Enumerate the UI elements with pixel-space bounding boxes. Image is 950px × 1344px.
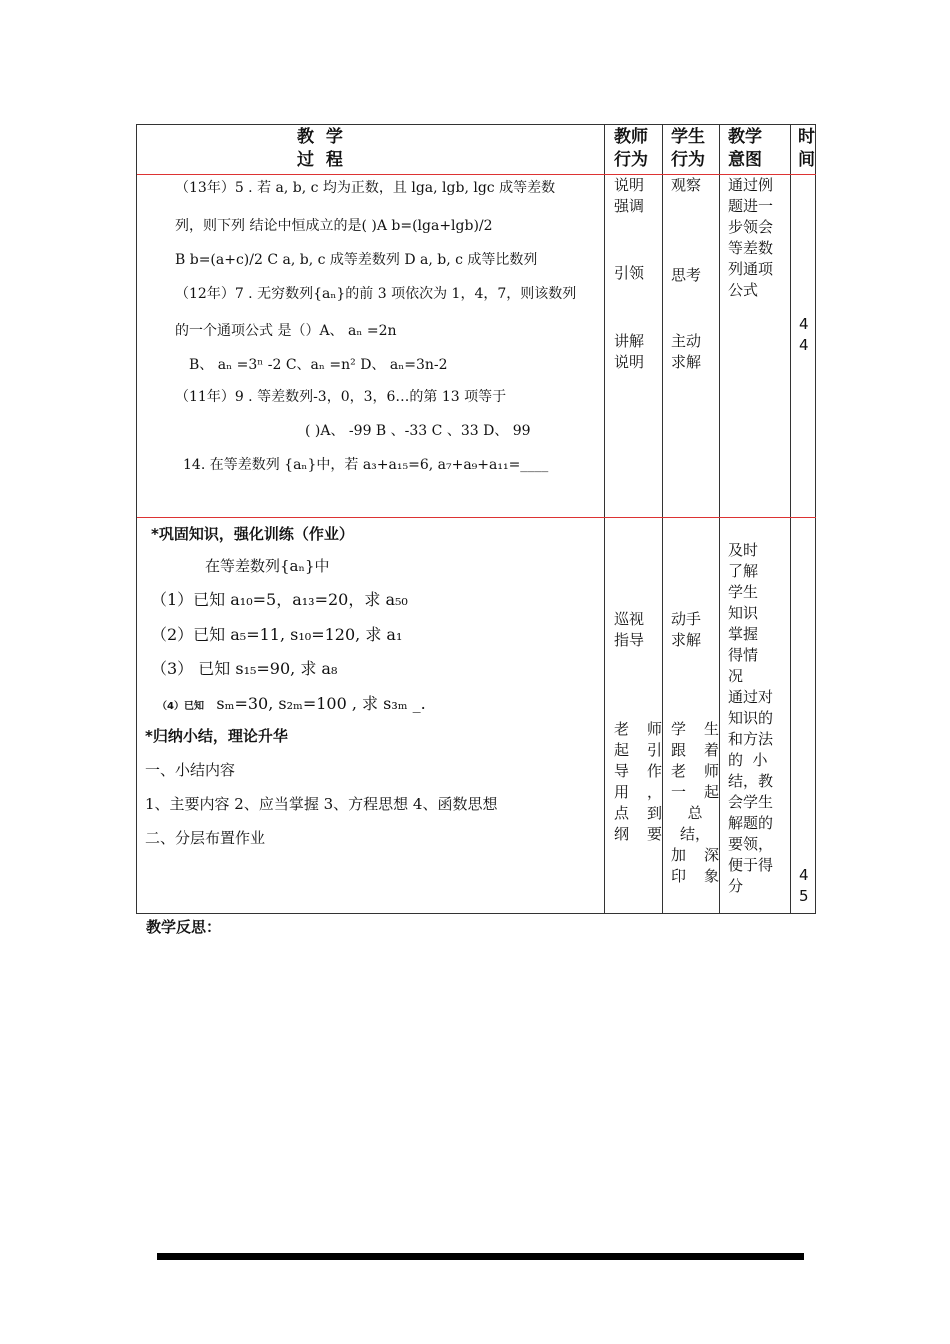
header-time: 时 间: [798, 127, 815, 170]
teacher-action-line: 点到: [614, 804, 662, 822]
teacher-action: [614, 719, 662, 845]
process-line: 在等差数列{aₙ}中: [205, 557, 330, 575]
exercise-item: （1）已知 a₁₀=5，a₁₃=20，求 a₅₀: [151, 590, 408, 609]
column-divider: [790, 125, 791, 914]
process-line: B b=(a+c)/2 C a, b, c 成等差数列 D a, b, c 成等比数列: [175, 252, 538, 268]
summary-line: 一、小结内容: [145, 761, 236, 779]
teacher-action-line: 纲要: [614, 825, 662, 843]
exercise-item: [157, 691, 426, 714]
student-action-line: 跟着: [671, 741, 719, 759]
header-intent: 教学 意图: [728, 127, 762, 170]
student-action: 主动 求解: [671, 332, 702, 371]
summary-line: 1、主要内容 2、应当掌握 3、方程思想 4、函数思想: [145, 795, 498, 813]
summary-line: 二、分层布置作业: [145, 829, 266, 847]
teacher-action-line: 老师: [614, 720, 662, 738]
student-action-line: 老师: [671, 762, 719, 780]
row-divider: [137, 174, 816, 175]
section-heading: *归纳小结，理论升华: [145, 727, 288, 745]
exercise-item: （2）已知 a₅=11, s₁₀=120, 求 a₁: [151, 625, 403, 644]
student-action: 动手 求解: [671, 610, 702, 649]
student-action-line: 加深: [671, 846, 719, 864]
process-line: B、 aₙ =3ⁿ -2 C、aₙ =n² D、 aₙ=3n-2: [189, 357, 448, 373]
process-line: （12年）7 . 无穷数列{aₙ}的前 3 项依次为 1，4，7，则该数列: [175, 286, 577, 302]
header-student: 学生 行为: [671, 127, 705, 170]
student-action-line: 学生: [671, 720, 719, 738]
column-divider: [604, 125, 605, 914]
teacher-action-line: 导作: [614, 762, 662, 780]
row-divider: [137, 517, 816, 518]
column-divider: [662, 125, 663, 914]
teacher-action-line: 用，: [614, 783, 662, 801]
process-line: （13年）5 . 若 a, b, c 均为正数，且 lga, lgb, lgc 成等差数: [175, 180, 556, 196]
student-action: 思考: [671, 266, 702, 284]
column-divider: [719, 125, 720, 914]
teacher-action: 巡视 指导: [614, 610, 645, 649]
time-value: 4 5: [799, 866, 809, 905]
time-value: 4 4: [799, 315, 809, 354]
student-action: [671, 719, 719, 887]
teaching-reflection-label: 教学反思：: [146, 918, 222, 936]
process-line: （11年）9 . 等差数列-3，0，3，6…的第 13 项等于: [175, 389, 507, 405]
process-line: ( )A、 -99 B 、-33 C 、33 D、 99: [305, 423, 531, 439]
exercise-label: （4）已知: [157, 701, 204, 712]
teaching-intent: 通过例 题进一 步领会 等差数 列通项 公式: [728, 176, 774, 299]
teaching-intent: 及时 了解 学生 知识 掌握 得情 况 通过对 知识的 和方法 的 小 结，教 会学生 解题的 要领， 便于得 分: [728, 541, 774, 895]
process-line: 列，则下列 结论中恒成立的是( )A b=(lga+lgb)/2: [175, 218, 493, 234]
teacher-action: 引领: [614, 264, 645, 282]
process-line: 14. 在等差数列 {aₙ}中，若 a₃+a₁₅=6, a₇+a₉+a₁₁=____: [183, 457, 549, 473]
section-heading: *巩固知识，强化训练（作业）: [151, 525, 354, 543]
lesson-plan-table: [136, 124, 816, 914]
student-action-line: 一起: [671, 783, 719, 801]
teacher-action: 说明 强调: [614, 176, 645, 215]
teacher-action: 讲解 说明: [614, 332, 645, 371]
exercise-text: sₘ=30, s₂ₘ=100 , 求 s₃ₘ _.: [216, 694, 426, 713]
student-action-line: 结，: [679, 825, 710, 843]
header-process: 教 学 过 程: [297, 127, 343, 170]
student-action-line: 总: [687, 804, 703, 822]
column-divider: [815, 125, 816, 914]
footer-bar: [157, 1253, 804, 1260]
exercise-item: （3） 已知 s₁₅=90, 求 a₈: [151, 659, 338, 678]
row-divider: [137, 913, 816, 914]
header-teacher: 教师 行为: [614, 127, 648, 170]
teacher-action-line: 起引: [614, 741, 662, 759]
process-line: 的一个通项公式 是（）A、 aₙ =2n: [175, 323, 397, 339]
student-action-line: 印象: [671, 867, 719, 885]
student-action: 观察: [671, 176, 702, 194]
